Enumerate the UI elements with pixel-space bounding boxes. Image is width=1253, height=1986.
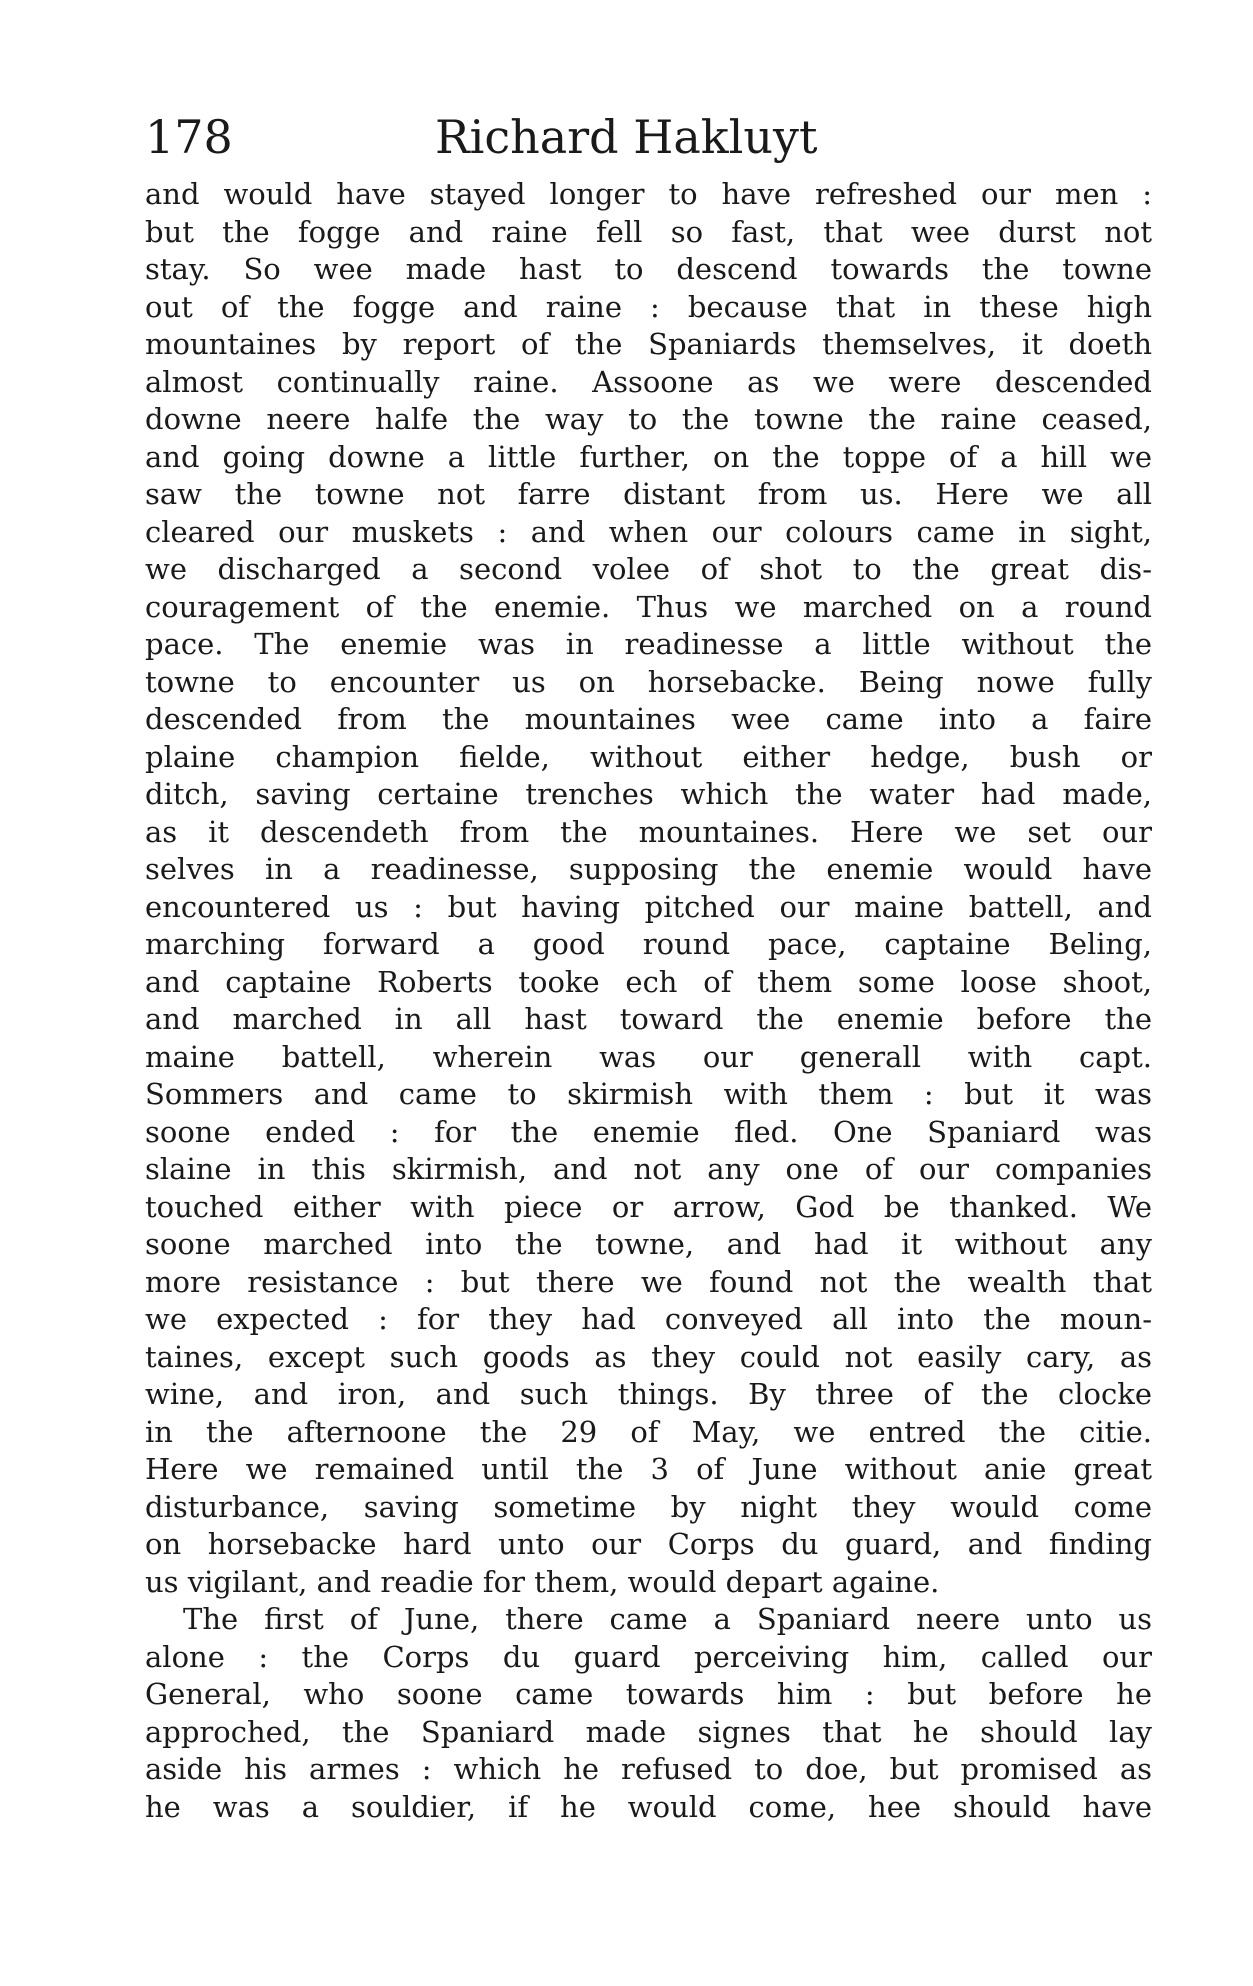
text-line: selves in a readinesse, supposing the enemie would have bbox=[145, 852, 1152, 886]
text-line: aside his armes : which he refused to doe, but promised as bbox=[145, 1752, 1152, 1786]
text-line: and captaine Roberts tooke ech of them some loose shoot, bbox=[145, 964, 1152, 999]
text-line: encountered us : but having pitched our maine battell, and bbox=[145, 889, 1152, 924]
text-line: but the fogge and raine fell so fast, that wee durst not bbox=[145, 214, 1152, 249]
text-line: we discharged a second volee of shot to the great dis- bbox=[145, 552, 1152, 586]
text-line: ditch, saving certaine trenches which the water had made, bbox=[145, 777, 1152, 811]
text-line: Here we remained until the 3 of June without anie great bbox=[145, 1452, 1152, 1486]
text-line: descended from the mountaines wee came into a faire bbox=[145, 702, 1152, 736]
text-line: approched, the Spaniard made signes that he should lay bbox=[145, 1714, 1152, 1749]
text-line: stay. So wee made hast to descend towards the towne bbox=[145, 252, 1152, 286]
text-line: wine, and iron, and such things. By three of the clocke bbox=[145, 1377, 1152, 1411]
page-header bbox=[145, 102, 1155, 172]
text-line: disturbance, saving sometime by night they would come bbox=[145, 1489, 1152, 1524]
text-line: us vigilant, and readie for them, would depart againe. bbox=[145, 1564, 940, 1599]
text-line: soone marched into the towne, and had it without any bbox=[145, 1227, 1152, 1261]
text-line: in the afternoone the 29 of May, we entred the citie. bbox=[145, 1414, 1152, 1449]
text-line: alone : the Corps du guard perceiving him, called our bbox=[145, 1639, 1152, 1674]
text-line: and going downe a little further, on the toppe of a hill we bbox=[145, 439, 1152, 474]
text-line: on horsebacke hard unto our Corps du guard, and finding bbox=[145, 1527, 1152, 1561]
text-line: maine battell, wherein was our generall with capt. bbox=[145, 1039, 1152, 1074]
text-line: downe neere halfe the way to the towne the raine ceased, bbox=[145, 402, 1152, 436]
text-line: soone ended : for the enemie fled. One Spaniard was bbox=[145, 1114, 1152, 1149]
text-line: he was a souldier, if he would come, hee should have bbox=[145, 1789, 1152, 1824]
text-line: out of the fogge and raine : because that in these high bbox=[145, 289, 1152, 324]
text-line: mountaines by report of the Spaniards themselves, it doeth bbox=[145, 327, 1152, 361]
text-line: slaine in this skirmish, and not any one of our companies bbox=[145, 1152, 1152, 1186]
text-line: marching forward a good round pace, captaine Beling, bbox=[145, 927, 1152, 961]
running-title: Richard Hakluyt bbox=[435, 110, 818, 164]
text-line: cleared our muskets : and when our colours came in sight, bbox=[145, 514, 1152, 549]
paragraph-first-line: The first of June, there came a Spaniard neere unto us bbox=[183, 1602, 1152, 1636]
text-line: saw the towne not farre distant from us. Here we all bbox=[145, 477, 1152, 511]
text-line: couragement of the enemie. Thus we marched on a round bbox=[145, 589, 1152, 624]
text-line: pace. The enemie was in readinesse a little without the bbox=[145, 627, 1152, 661]
body-text bbox=[145, 176, 1152, 1826]
text-line: taines, except such goods as they could not easily cary, as bbox=[145, 1339, 1152, 1374]
text-line: and would have stayed longer to have refreshed our men : bbox=[145, 177, 1152, 211]
text-line: towne to encounter us on horsebacke. Being nowe fully bbox=[145, 664, 1152, 699]
text-line: and marched in all hast toward the enemie before the bbox=[145, 1002, 1152, 1036]
text-line: General, who soone came towards him : but before he bbox=[145, 1677, 1152, 1711]
page-number: 178 bbox=[145, 110, 233, 164]
text-line: Sommers and came to skirmish with them : but it was bbox=[145, 1077, 1152, 1111]
text-line: touched either with piece or arrow, God be thanked. We bbox=[145, 1189, 1152, 1224]
text-line: almost continually raine. Assoone as we were descended bbox=[145, 364, 1152, 399]
text-line: plaine champion fielde, without either hedge, bush or bbox=[145, 739, 1152, 774]
text-line: more resistance : but there we found not the wealth that bbox=[145, 1264, 1152, 1299]
text-line: as it descendeth from the mountaines. Here we set our bbox=[145, 814, 1152, 849]
text-line: we expected : for they had conveyed all into the moun- bbox=[145, 1302, 1152, 1336]
